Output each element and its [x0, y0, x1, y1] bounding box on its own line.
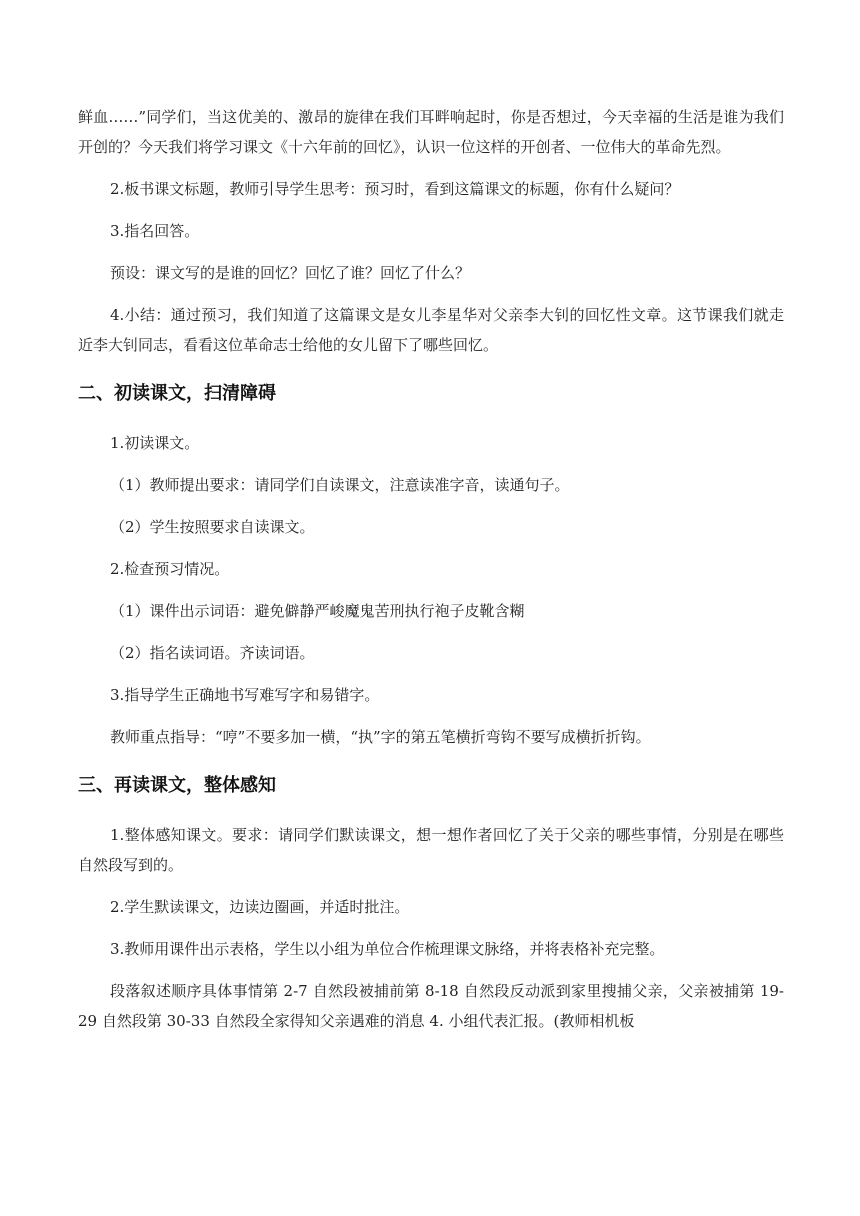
paragraph-item: （1）教师提出要求：请同学们自读课文，注意读准字音，读通句子。: [110, 476, 570, 494]
paragraph-item: 预设：课文写的是谁的回忆？回忆了谁？回忆了什么？: [110, 264, 471, 282]
paragraph-item: 1.整体感知课文。要求：请同学们默读课文，想一想作者回忆了关于父亲的哪些事情，分别是在哪些自然段写到的。: [78, 826, 784, 874]
section-heading: 二、初读课文，扫清障碍: [78, 383, 276, 404]
paragraph-item: 段落叙述顺序具体事情第 2-7 自然段被捕前第 8-18 自然段反动派到家里搜捕父亲，父亲被捕第 19-29 自然段第 30-33 自然段全家得知父亲遇难的消息 4. 小组代表汇报。(教师相机板: [78, 982, 784, 1030]
paragraph-item: （2）指名读词语。齐读词语。: [110, 644, 315, 662]
paragraph-item: 1.初读课文。: [110, 434, 200, 452]
paragraph-item: （1）课件出示词语：避免僻静严峻魔鬼苦刑执行袍子皮靴含糊: [110, 602, 525, 620]
paragraph-item: 教师重点指导：“哼”不要多加一横，“执”字的第五笔横折弯钩不要写成横折折钩。: [110, 728, 651, 746]
paragraph-item: 2.学生默读课文，边读边圈画，并适时批注。: [110, 898, 410, 916]
intro-paragraph: 鲜血……”同学们，当这优美的、激昂的旋律在我们耳畔响起时，你是否想过，今天幸福的生活是谁为我们开创的？今天我们将学习课文《十六年前的回忆》，认识一位这样的开创者、一位伟大的革命先烈。: [78, 108, 784, 156]
document-body: [78, 102, 784, 1036]
paragraph-item: 2.板书课文标题，教师引导学生思考：预习时，看到这篇课文的标题，你有什么疑问？: [110, 180, 680, 198]
paragraph-item: （2）学生按照要求自读课文。: [110, 518, 315, 536]
paragraph-item: 3.教师用课件出示表格，学生以小组为单位合作梳理课文脉络，并将表格补充完整。: [110, 940, 665, 958]
paragraph-item: 2.检查预习情况。: [110, 560, 230, 578]
section-heading: 三、再读课文，整体感知: [78, 775, 276, 796]
paragraph-item: 3.指导学生正确地书写难写字和易错字。: [110, 686, 380, 704]
paragraph-item: 3.指名回答。: [110, 222, 200, 240]
paragraph-item: 4.小结：通过预习，我们知道了这篇课文是女儿李星华对父亲李大钊的回忆性文章。这节课我们就走近李大钊同志，看看这位革命志士给他的女儿留下了哪些回忆。: [78, 306, 784, 354]
